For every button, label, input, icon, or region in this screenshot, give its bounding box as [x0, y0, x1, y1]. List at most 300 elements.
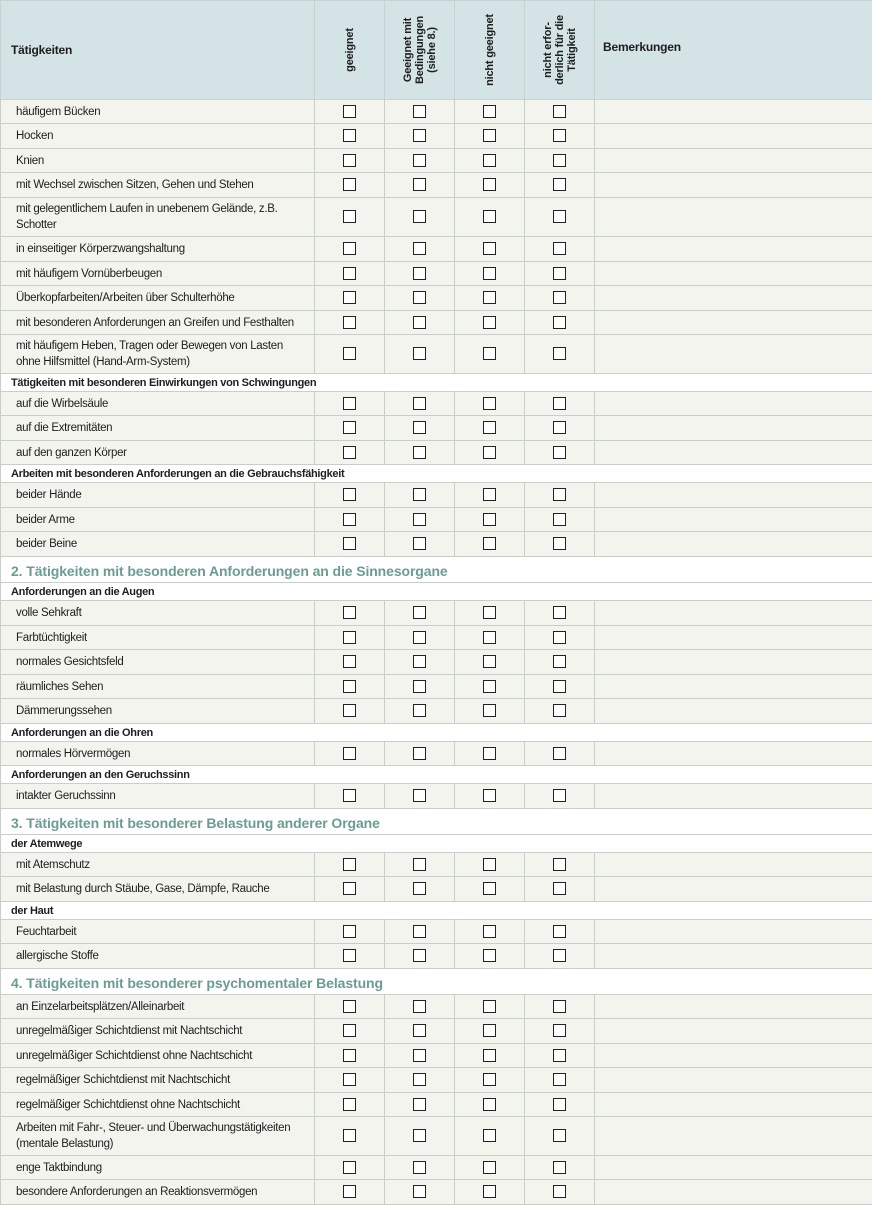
checkbox-nicht-geeignet[interactable]: [483, 488, 496, 501]
remarks-field[interactable]: [595, 1019, 872, 1044]
table-row: [1, 699, 872, 724]
checkbox-nicht-erforderlich[interactable]: [553, 1073, 566, 1086]
checkbox-geeignet-cell: [315, 124, 385, 149]
checkbox-nicht-geeignet[interactable]: [483, 154, 496, 167]
checkbox-geeignet-mit-bedingungen[interactable]: [413, 1185, 426, 1198]
checkbox-nicht-geeignet-cell: [455, 650, 525, 675]
checkbox-nicht-erforderlich[interactable]: [553, 347, 566, 360]
checkbox-nicht-erforderlich-cell: [525, 675, 595, 699]
remarks-field[interactable]: [595, 441, 872, 465]
checkbox-geeignet[interactable]: [343, 316, 356, 329]
checkbox-geeignet-mit-bedingungen-cell: [385, 1044, 455, 1068]
checkbox-geeignet-mit-bedingungen-cell: [385, 149, 455, 173]
checkbox-nicht-geeignet[interactable]: [483, 1185, 496, 1198]
checkbox-nicht-erforderlich-cell: [525, 237, 595, 262]
checkbox-nicht-geeignet-cell: [455, 742, 525, 766]
checkbox-geeignet-mit-bedingungen[interactable]: [413, 747, 426, 760]
checkbox-nicht-erforderlich[interactable]: [553, 1129, 566, 1142]
checkbox-nicht-geeignet[interactable]: [483, 747, 496, 760]
checkbox-geeignet-mit-bedingungen[interactable]: [413, 1073, 426, 1086]
checkbox-geeignet-mit-bedingungen[interactable]: [413, 1000, 426, 1013]
checkbox-geeignet[interactable]: [343, 680, 356, 693]
checkbox-nicht-erforderlich-cell: [525, 742, 595, 766]
remarks-field[interactable]: [595, 995, 872, 1019]
checkbox-nicht-erforderlich[interactable]: [553, 925, 566, 938]
remarks-field[interactable]: [595, 601, 872, 626]
remarks-field[interactable]: [595, 149, 872, 173]
checkbox-nicht-geeignet[interactable]: [483, 421, 496, 434]
checkbox-nicht-geeignet-cell: [455, 198, 525, 237]
checkbox-geeignet-mit-bedingungen-cell: [385, 124, 455, 149]
checkbox-nicht-geeignet[interactable]: [483, 1129, 496, 1142]
checkbox-nicht-geeignet[interactable]: [483, 1073, 496, 1086]
checkbox-geeignet-mit-bedingungen[interactable]: [413, 347, 426, 360]
checkbox-geeignet-mit-bedingungen[interactable]: [413, 680, 426, 693]
table-row: [1, 483, 872, 508]
table-row: [1, 877, 872, 902]
checkbox-nicht-geeignet[interactable]: [483, 631, 496, 644]
checkbox-geeignet-mit-bedingungen-cell: [385, 392, 455, 416]
checkbox-geeignet[interactable]: [343, 267, 356, 280]
checkbox-geeignet-mit-bedingungen-cell: [385, 853, 455, 877]
checkbox-geeignet-mit-bedingungen[interactable]: [413, 882, 426, 895]
checkbox-geeignet-cell: [315, 508, 385, 532]
checkbox-geeignet-mit-bedingungen[interactable]: [413, 421, 426, 434]
table-row: [1, 650, 872, 675]
checkbox-geeignet[interactable]: [343, 421, 356, 434]
checkbox-geeignet-mit-bedingungen[interactable]: [413, 154, 426, 167]
checkbox-geeignet-mit-bedingungen[interactable]: [413, 291, 426, 304]
checkbox-nicht-erforderlich[interactable]: [553, 949, 566, 962]
remarks-field[interactable]: [595, 508, 872, 532]
remarks-field[interactable]: [595, 650, 872, 675]
checkbox-nicht-erforderlich-cell: [525, 508, 595, 532]
checkbox-geeignet-cell: [315, 1044, 385, 1068]
activity-label: enge Taktbindung: [1, 1156, 315, 1180]
checkbox-nicht-geeignet[interactable]: [483, 537, 496, 550]
checkbox-geeignet-mit-bedingungen-cell: [385, 877, 455, 902]
checkbox-geeignet-mit-bedingungen-cell: [385, 995, 455, 1019]
checkbox-nicht-geeignet-cell: [455, 416, 525, 441]
checkbox-nicht-geeignet-cell: [455, 877, 525, 902]
checkbox-nicht-erforderlich[interactable]: [553, 858, 566, 871]
checkbox-geeignet-cell: [315, 944, 385, 969]
checkbox-geeignet-cell: [315, 920, 385, 944]
subgroup-heading-row: [1, 583, 872, 601]
checkbox-nicht-geeignet[interactable]: [483, 446, 496, 459]
activity-label: normales Gesichtsfeld: [1, 650, 315, 675]
remarks-field[interactable]: [595, 173, 872, 198]
checkbox-geeignet-mit-bedingungen-cell: [385, 416, 455, 441]
checkbox-geeignet[interactable]: [343, 925, 356, 938]
checkbox-geeignet-mit-bedingungen[interactable]: [413, 1129, 426, 1142]
checkbox-geeignet-mit-bedingungen[interactable]: [413, 397, 426, 410]
remarks-field[interactable]: [595, 626, 872, 650]
checkbox-nicht-erforderlich[interactable]: [553, 513, 566, 526]
checkbox-geeignet-mit-bedingungen[interactable]: [413, 1098, 426, 1111]
checkbox-geeignet[interactable]: [343, 858, 356, 871]
checkbox-nicht-erforderlich[interactable]: [553, 789, 566, 802]
checkbox-geeignet[interactable]: [343, 129, 356, 142]
checkbox-nicht-geeignet-cell: [455, 675, 525, 699]
checkbox-geeignet[interactable]: [343, 606, 356, 619]
checkbox-nicht-geeignet[interactable]: [483, 178, 496, 191]
checkbox-nicht-erforderlich[interactable]: [553, 631, 566, 644]
checkbox-nicht-geeignet[interactable]: [483, 789, 496, 802]
checkbox-nicht-geeignet[interactable]: [483, 1098, 496, 1111]
table-row: [1, 995, 872, 1019]
table-row: [1, 198, 872, 237]
remarks-field[interactable]: [595, 532, 872, 557]
checkbox-geeignet-cell: [315, 877, 385, 902]
checkbox-geeignet[interactable]: [343, 242, 356, 255]
checkbox-geeignet[interactable]: [343, 949, 356, 962]
remarks-field[interactable]: [595, 416, 872, 441]
checkbox-geeignet-mit-bedingungen-cell: [385, 742, 455, 766]
remarks-field[interactable]: [595, 237, 872, 262]
table-row: [1, 124, 872, 149]
subgroup-heading: Anforderungen an die Augen: [1, 583, 872, 601]
checkbox-nicht-erforderlich-cell: [525, 173, 595, 198]
checkbox-geeignet[interactable]: [343, 210, 356, 223]
checkbox-nicht-erforderlich[interactable]: [553, 1161, 566, 1174]
checkbox-nicht-erforderlich[interactable]: [553, 1000, 566, 1013]
checkbox-geeignet-cell: [315, 1180, 385, 1205]
checkbox-geeignet[interactable]: [343, 704, 356, 717]
checkbox-geeignet-mit-bedingungen[interactable]: [413, 537, 426, 550]
remarks-field[interactable]: [595, 784, 872, 809]
checkbox-geeignet-mit-bedingungen-cell: [385, 335, 455, 374]
table-row: [1, 1044, 872, 1068]
table-row: [1, 416, 872, 441]
checkbox-nicht-geeignet[interactable]: [483, 858, 496, 871]
checkbox-nicht-geeignet[interactable]: [483, 242, 496, 255]
checkbox-nicht-geeignet-cell: [455, 286, 525, 311]
checkbox-nicht-geeignet[interactable]: [483, 882, 496, 895]
checkbox-nicht-erforderlich[interactable]: [553, 154, 566, 167]
checkbox-nicht-erforderlich-cell: [525, 100, 595, 124]
remarks-field[interactable]: [595, 100, 872, 124]
checkbox-geeignet[interactable]: [343, 631, 356, 644]
subgroup-heading: Arbeiten mit besonderen Anforderungen an die Gebrauchsfähigkeit: [1, 465, 872, 483]
table-row: [1, 944, 872, 969]
checkbox-nicht-erforderlich-cell: [525, 699, 595, 724]
remarks-field[interactable]: [595, 1180, 872, 1205]
remarks-field[interactable]: [595, 483, 872, 508]
section-heading: 3. Tätigkeiten mit besonderer Belastung anderer Organe: [1, 809, 872, 835]
checkbox-nicht-geeignet-cell: [455, 124, 525, 149]
activity-label: mit Belastung durch Stäube, Gase, Dämpfe, Rauche: [1, 877, 315, 902]
remarks-field[interactable]: [595, 920, 872, 944]
checkbox-geeignet-mit-bedingungen[interactable]: [413, 1024, 426, 1037]
checkbox-geeignet[interactable]: [343, 513, 356, 526]
checkbox-nicht-erforderlich[interactable]: [553, 178, 566, 191]
header-nicht-erforderlich: [525, 1, 595, 100]
remarks-field[interactable]: [595, 311, 872, 335]
checkbox-geeignet[interactable]: [343, 1098, 356, 1111]
remarks-field[interactable]: [595, 944, 872, 969]
remarks-field[interactable]: [595, 1068, 872, 1093]
activity-label: Hocken: [1, 124, 315, 149]
checkbox-geeignet[interactable]: [343, 1049, 356, 1062]
activity-label: auf die Wirbelsäule: [1, 392, 315, 416]
checkbox-geeignet[interactable]: [343, 488, 356, 501]
table-row: [1, 1068, 872, 1093]
checkbox-nicht-geeignet[interactable]: [483, 397, 496, 410]
remarks-field[interactable]: [595, 1117, 872, 1156]
checkbox-nicht-geeignet-cell: [455, 699, 525, 724]
checkbox-nicht-geeignet[interactable]: [483, 267, 496, 280]
checkbox-nicht-erforderlich-cell: [525, 149, 595, 173]
checkbox-geeignet[interactable]: [343, 1185, 356, 1198]
checkbox-nicht-geeignet[interactable]: [483, 129, 496, 142]
checkbox-nicht-erforderlich[interactable]: [553, 704, 566, 717]
checkbox-geeignet-mit-bedingungen[interactable]: [413, 210, 426, 223]
checkbox-geeignet-mit-bedingungen[interactable]: [413, 267, 426, 280]
checkbox-geeignet-cell: [315, 392, 385, 416]
checkbox-geeignet-mit-bedingungen[interactable]: [413, 1161, 426, 1174]
table-row: [1, 262, 872, 286]
checkbox-geeignet[interactable]: [343, 291, 356, 304]
remarks-field[interactable]: [595, 286, 872, 311]
table-row: [1, 675, 872, 699]
checkbox-nicht-erforderlich[interactable]: [553, 655, 566, 668]
table-row: [1, 237, 872, 262]
checkbox-geeignet-mit-bedingungen-cell: [385, 626, 455, 650]
activity-label: in einseitiger Körperzwangshaltung: [1, 237, 315, 262]
remarks-field[interactable]: [595, 262, 872, 286]
checkbox-nicht-erforderlich[interactable]: [553, 1049, 566, 1062]
checkbox-nicht-geeignet[interactable]: [483, 704, 496, 717]
activity-label: räumliches Sehen: [1, 675, 315, 699]
checkbox-geeignet-mit-bedingungen[interactable]: [413, 631, 426, 644]
remarks-field[interactable]: [595, 699, 872, 724]
checkbox-geeignet[interactable]: [343, 882, 356, 895]
remarks-field[interactable]: [595, 335, 872, 374]
checkbox-geeignet[interactable]: [343, 655, 356, 668]
checkbox-nicht-geeignet-cell: [455, 995, 525, 1019]
checkbox-geeignet-mit-bedingungen[interactable]: [413, 242, 426, 255]
checkbox-nicht-erforderlich[interactable]: [553, 537, 566, 550]
table-row: [1, 311, 872, 335]
activity-label: beider Arme: [1, 508, 315, 532]
checkbox-nicht-erforderlich[interactable]: [553, 105, 566, 118]
remarks-field[interactable]: [595, 124, 872, 149]
subgroup-heading-row: [1, 902, 872, 920]
remarks-field[interactable]: [595, 1044, 872, 1068]
checkbox-nicht-geeignet-cell: [455, 100, 525, 124]
checkbox-geeignet[interactable]: [343, 178, 356, 191]
checkbox-nicht-geeignet[interactable]: [483, 1049, 496, 1062]
checkbox-nicht-geeignet-cell: [455, 920, 525, 944]
activity-label: normales Hörvermögen: [1, 742, 315, 766]
remarks-field[interactable]: [595, 198, 872, 237]
checkbox-nicht-geeignet[interactable]: [483, 316, 496, 329]
checkbox-nicht-geeignet-cell: [455, 1117, 525, 1156]
checkbox-geeignet[interactable]: [343, 1000, 356, 1013]
checkbox-geeignet-mit-bedingungen[interactable]: [413, 446, 426, 459]
checkbox-nicht-geeignet[interactable]: [483, 680, 496, 693]
checkbox-nicht-erforderlich-cell: [525, 1117, 595, 1156]
checkbox-nicht-erforderlich[interactable]: [553, 1024, 566, 1037]
checkbox-geeignet-cell: [315, 173, 385, 198]
checkbox-geeignet[interactable]: [343, 1161, 356, 1174]
table-row: [1, 853, 872, 877]
checkbox-geeignet-cell: [315, 100, 385, 124]
checkbox-nicht-geeignet-cell: [455, 173, 525, 198]
checkbox-geeignet[interactable]: [343, 347, 356, 360]
activity-label: Knien: [1, 149, 315, 173]
checkbox-nicht-erforderlich-cell: [525, 877, 595, 902]
table-row: [1, 149, 872, 173]
checkbox-geeignet-mit-bedingungen-cell: [385, 532, 455, 557]
header-geeignet-label: geeignet: [344, 28, 356, 72]
activity-label: auf den ganzen Körper: [1, 441, 315, 465]
checkbox-geeignet-mit-bedingungen[interactable]: [413, 655, 426, 668]
checkbox-geeignet-cell: [315, 1093, 385, 1117]
activity-label: regelmäßiger Schichtdienst mit Nachtschicht: [1, 1068, 315, 1093]
checkbox-nicht-erforderlich[interactable]: [553, 210, 566, 223]
checkbox-geeignet-cell: [315, 699, 385, 724]
checkbox-geeignet-mit-bedingungen-cell: [385, 237, 455, 262]
checkbox-geeignet-mit-bedingungen[interactable]: [413, 949, 426, 962]
checkbox-nicht-erforderlich-cell: [525, 1044, 595, 1068]
checkbox-nicht-erforderlich[interactable]: [553, 1098, 566, 1111]
checkbox-nicht-erforderlich[interactable]: [553, 606, 566, 619]
table-row: [1, 601, 872, 626]
checkbox-nicht-geeignet[interactable]: [483, 1161, 496, 1174]
header-bedingungen-label: Geeignet mit Bedingungen (siehe 8.): [402, 16, 438, 84]
checkbox-geeignet[interactable]: [343, 154, 356, 167]
checkbox-geeignet-cell: [315, 311, 385, 335]
checkbox-nicht-geeignet[interactable]: [483, 655, 496, 668]
checkbox-nicht-geeignet[interactable]: [483, 291, 496, 304]
checkbox-nicht-geeignet[interactable]: [483, 347, 496, 360]
remarks-field[interactable]: [595, 877, 872, 902]
remarks-field[interactable]: [595, 853, 872, 877]
checkbox-nicht-geeignet-cell: [455, 392, 525, 416]
checkbox-nicht-erforderlich[interactable]: [553, 1185, 566, 1198]
checkbox-nicht-geeignet-cell: [455, 853, 525, 877]
header-activities: Tätigkeiten: [1, 1, 315, 100]
checkbox-geeignet-mit-bedingungen[interactable]: [413, 316, 426, 329]
checkbox-nicht-erforderlich[interactable]: [553, 488, 566, 501]
remarks-field[interactable]: [595, 742, 872, 766]
remarks-field[interactable]: [595, 1093, 872, 1117]
checkbox-nicht-geeignet-cell: [455, 1068, 525, 1093]
checkbox-nicht-erforderlich[interactable]: [553, 267, 566, 280]
checkbox-geeignet-cell: [315, 237, 385, 262]
checkbox-nicht-erforderlich[interactable]: [553, 397, 566, 410]
checkbox-geeignet[interactable]: [343, 747, 356, 760]
checkbox-nicht-erforderlich[interactable]: [553, 421, 566, 434]
checkbox-geeignet[interactable]: [343, 1024, 356, 1037]
checkbox-geeignet[interactable]: [343, 446, 356, 459]
checkbox-nicht-erforderlich[interactable]: [553, 316, 566, 329]
activity-label: besondere Anforderungen an Reaktionsvermögen: [1, 1180, 315, 1205]
checkbox-geeignet-cell: [315, 1068, 385, 1093]
checkbox-nicht-geeignet-cell: [455, 1156, 525, 1180]
table-row: [1, 1117, 872, 1156]
checkbox-nicht-geeignet[interactable]: [483, 925, 496, 938]
checkbox-nicht-erforderlich-cell: [525, 392, 595, 416]
checkbox-geeignet[interactable]: [343, 397, 356, 410]
checkbox-nicht-geeignet[interactable]: [483, 949, 496, 962]
table-row: [1, 742, 872, 766]
checkbox-geeignet-mit-bedingungen[interactable]: [413, 105, 426, 118]
checkbox-geeignet[interactable]: [343, 1129, 356, 1142]
activity-label: beider Beine: [1, 532, 315, 557]
checkbox-nicht-geeignet-cell: [455, 441, 525, 465]
remarks-field[interactable]: [595, 1156, 872, 1180]
checkbox-nicht-erforderlich-cell: [525, 784, 595, 809]
checkbox-geeignet-mit-bedingungen-cell: [385, 483, 455, 508]
table-body: [1, 100, 872, 1205]
checkbox-geeignet[interactable]: [343, 789, 356, 802]
checkbox-geeignet-mit-bedingungen-cell: [385, 1156, 455, 1180]
checkbox-nicht-erforderlich[interactable]: [553, 242, 566, 255]
checkbox-geeignet-mit-bedingungen[interactable]: [413, 513, 426, 526]
checkbox-geeignet-mit-bedingungen-cell: [385, 286, 455, 311]
checkbox-nicht-geeignet[interactable]: [483, 606, 496, 619]
checkbox-geeignet-mit-bedingungen[interactable]: [413, 704, 426, 717]
checkbox-geeignet[interactable]: [343, 537, 356, 550]
checkbox-geeignet-mit-bedingungen[interactable]: [413, 1049, 426, 1062]
checkbox-geeignet-cell: [315, 262, 385, 286]
checkbox-geeignet-cell: [315, 335, 385, 374]
checkbox-geeignet-mit-bedingungen[interactable]: [413, 606, 426, 619]
checkbox-geeignet-mit-bedingungen[interactable]: [413, 129, 426, 142]
subgroup-heading: Anforderungen an den Geruchssinn: [1, 766, 872, 784]
checkbox-nicht-erforderlich[interactable]: [553, 129, 566, 142]
checkbox-nicht-geeignet-cell: [455, 262, 525, 286]
checkbox-nicht-geeignet-cell: [455, 626, 525, 650]
table-row: [1, 532, 872, 557]
checkbox-geeignet-mit-bedingungen[interactable]: [413, 178, 426, 191]
checkbox-geeignet-cell: [315, 149, 385, 173]
checkbox-geeignet-mit-bedingungen[interactable]: [413, 858, 426, 871]
checkbox-nicht-erforderlich[interactable]: [553, 291, 566, 304]
checkbox-nicht-geeignet-cell: [455, 1019, 525, 1044]
checkbox-geeignet-mit-bedingungen[interactable]: [413, 488, 426, 501]
checkbox-nicht-erforderlich[interactable]: [553, 680, 566, 693]
remarks-field[interactable]: [595, 392, 872, 416]
subgroup-heading-row: [1, 835, 872, 853]
checkbox-nicht-geeignet[interactable]: [483, 210, 496, 223]
checkbox-geeignet-cell: [315, 532, 385, 557]
checkbox-nicht-erforderlich-cell: [525, 626, 595, 650]
checkbox-geeignet-mit-bedingungen-cell: [385, 920, 455, 944]
section-heading: 4. Tätigkeiten mit besonderer psychomentaler Belastung: [1, 969, 872, 995]
table-row: [1, 626, 872, 650]
activity-label: unregelmäßiger Schichtdienst ohne Nachtschicht: [1, 1044, 315, 1068]
checkbox-geeignet[interactable]: [343, 105, 356, 118]
checkbox-nicht-geeignet[interactable]: [483, 513, 496, 526]
checkbox-nicht-erforderlich[interactable]: [553, 747, 566, 760]
remarks-field[interactable]: [595, 675, 872, 699]
table-row: [1, 784, 872, 809]
checkbox-nicht-geeignet[interactable]: [483, 1000, 496, 1013]
checkbox-geeignet[interactable]: [343, 1073, 356, 1086]
checkbox-nicht-geeignet[interactable]: [483, 105, 496, 118]
section-heading-row: [1, 969, 872, 995]
checkbox-nicht-erforderlich[interactable]: [553, 446, 566, 459]
checkbox-nicht-geeignet[interactable]: [483, 1024, 496, 1037]
checkbox-geeignet-mit-bedingungen[interactable]: [413, 925, 426, 938]
checkbox-nicht-erforderlich[interactable]: [553, 882, 566, 895]
activity-label: unregelmäßiger Schichtdienst mit Nachtschicht: [1, 1019, 315, 1044]
checkbox-geeignet-mit-bedingungen[interactable]: [413, 789, 426, 802]
